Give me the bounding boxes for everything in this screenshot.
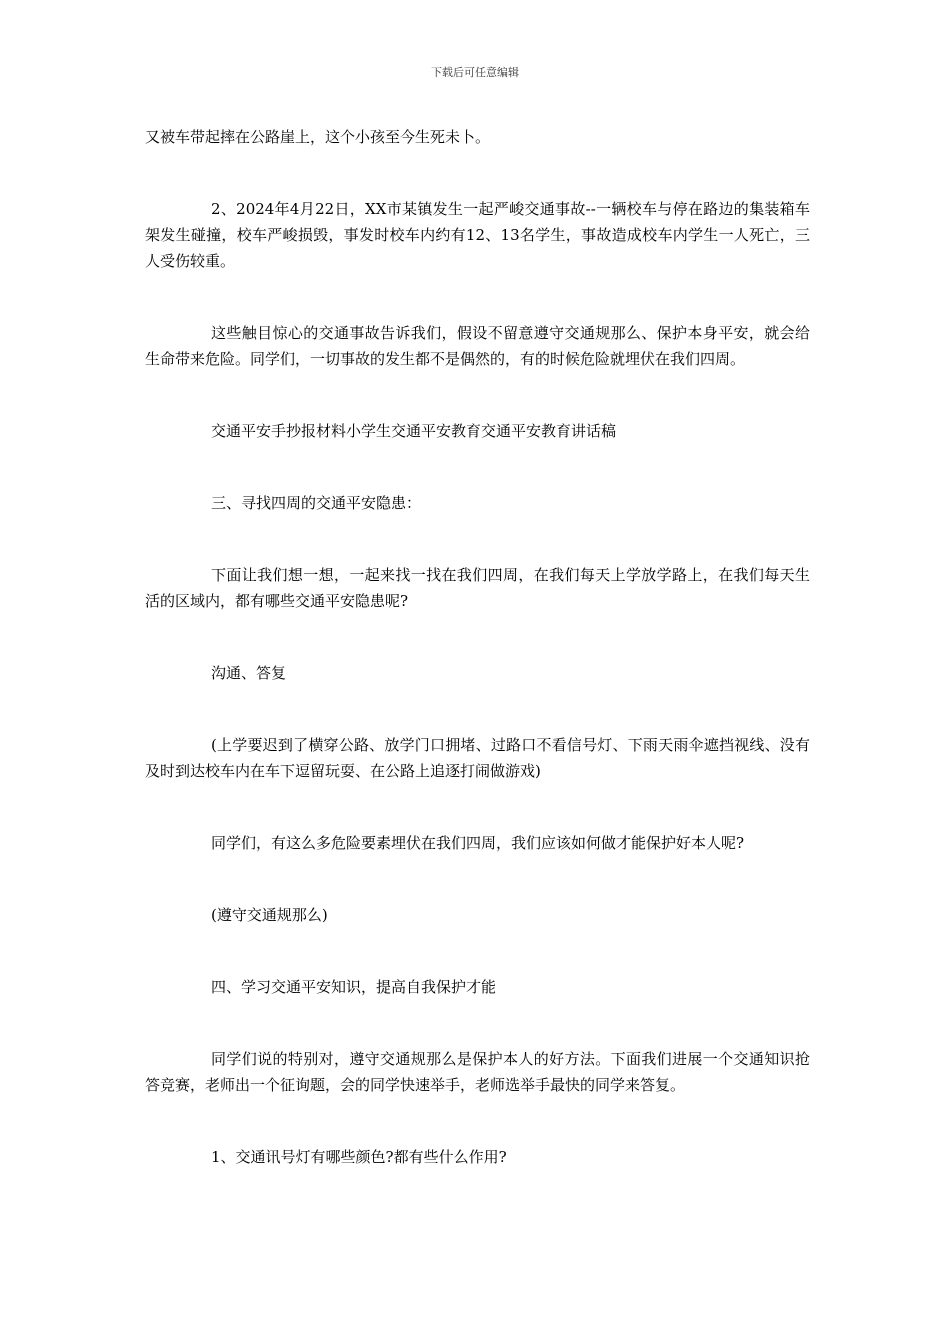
paragraph-quiz-question-1: 1、交通讯号灯有哪些颜色?都有些什么作用? — [211, 1148, 507, 1166]
paragraph-warning: 这些触目惊心的交通事故告诉我们，假设不留意遵守交通规那么、保护本身平安，就会给生命带来危险。同学们，一切事故的发生都不是偶然的，有的时候危险就埋伏在我们四周。 — [145, 324, 810, 368]
document-body — [145, 124, 810, 1170]
paragraph-title-line: 交通平安手抄报材料小学生交通平安教育交通平安教育讲话稿 — [211, 422, 617, 440]
paragraph-question: 下面让我们想一想，一起来找一找在我们四周，在我们每天上学放学路上，在我们每天生活的区域内，都有哪些交通平安隐患呢? — [145, 566, 810, 610]
section-heading-4: 四、学习交通平安知识，提高自我保护才能 — [211, 978, 497, 996]
header-note: 下载后可任意编辑 — [431, 66, 519, 79]
paragraph-quiz-intro: 同学们说的特别对，遵守交通规那么是保护本人的好方法。下面我们进展一个交通知识抢答竞赛，老师出一个征询题，会的同学快速举手，老师选举手最快的同学来答复。 — [145, 1050, 810, 1094]
section-heading-3: 三、寻找四周的交通平安隐患： — [211, 494, 422, 512]
paragraph-accident-2: 2、2024年4月22日，XX市某镇发生一起严峻交通事故--一辆校车与停在路边的集装箱车架发生碰撞，校车严峻损毁，事发时校车内约有12、13名学生，事故造成校车内学生一人死亡，三人受伤较重。 — [145, 200, 810, 270]
paragraph-discussion: 沟通、答复 — [211, 664, 287, 682]
paragraph-continuation: 又被车带起摔在公路崖上，这个小孩至今生死未卜。 — [145, 128, 491, 146]
paragraph-answer: (遵守交通规那么) — [211, 906, 328, 924]
paragraph-how-to-protect: 同学们，有这么多危险要素埋伏在我们四周，我们应该如何做才能保护好本人呢? — [211, 834, 745, 852]
paragraph-hazards-list: (上学要迟到了横穿公路、放学门口拥堵、过路口不看信号灯、下雨天雨伞遮挡视线、没有及时到达校车内在车下逗留玩耍、在公路上追逐打闹做游戏) — [145, 736, 810, 780]
